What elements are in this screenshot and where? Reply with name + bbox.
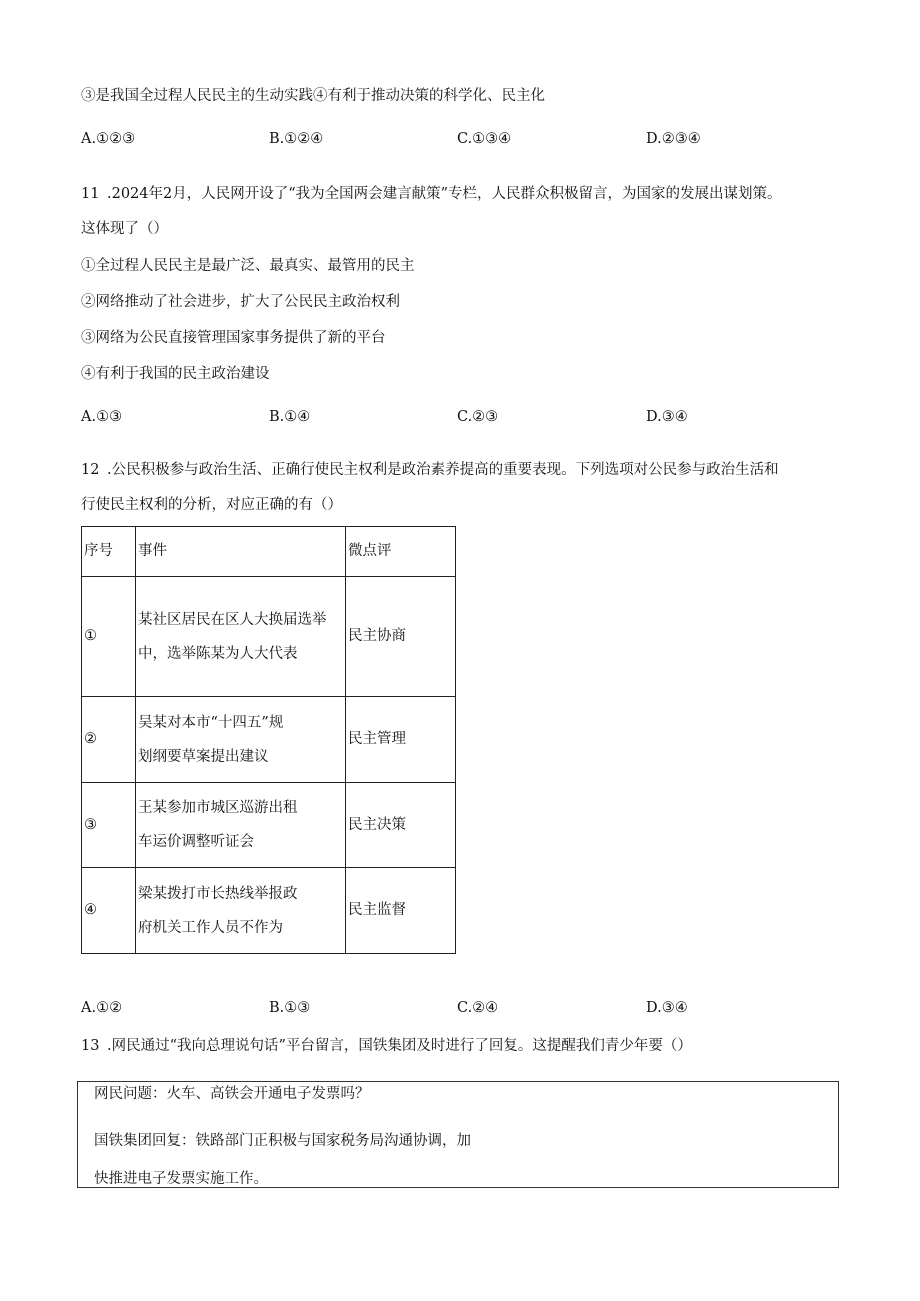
q12-option-c: C.②④: [457, 1000, 499, 1016]
q10-option-a: A.①②③: [81, 131, 136, 147]
row-no: ②: [82, 697, 136, 783]
row-comment: 民主协商: [346, 577, 456, 697]
q13-box-line3: 快推进电子发票实施工作。: [94, 1171, 268, 1187]
q10-option-c: C.①③④: [457, 131, 512, 147]
row-event-l2: 府机关工作人员不作为: [138, 919, 283, 936]
row-event: [136, 868, 346, 954]
q11-number: 11: [81, 186, 100, 202]
row-comment: 民主监督: [346, 868, 456, 954]
q11-option-d: D.③④: [646, 409, 688, 425]
q13-material-box: [77, 1081, 839, 1188]
q11-stem-text: .2024年2月，人民网开设了“我为全国两会建言献策”专栏，人民群众积极留言，为国家的发展出谋划策。: [107, 186, 782, 202]
q12-number: 12: [81, 462, 100, 478]
q13-number: 13: [81, 1038, 100, 1054]
q12-stem-line1: [81, 460, 779, 480]
table-row: [82, 697, 456, 783]
q13-box-line2: 国铁集团回复：铁路部门正积极与国家税务局沟通协调，加: [94, 1133, 471, 1149]
q12-option-a: A.①②: [81, 1000, 123, 1016]
q11-option-c: C.②③: [457, 409, 499, 425]
row-event-l2: 车运价调整听证会: [138, 834, 254, 850]
q10-option-b: B.①②④: [269, 131, 324, 147]
row-comment: 民主管理: [346, 697, 456, 783]
q11-option-a: A.①③: [81, 409, 123, 425]
q11-statement-2: ②网络推动了社会进步，扩大了公民民主政治权利: [81, 294, 400, 310]
q11-statement-4: ④有利于我国的民主政治建设: [81, 366, 270, 382]
row-event-l1: 梁某拨打市长热线举报政: [138, 885, 298, 902]
row-event: [136, 783, 346, 868]
row-event-l1: 王某参加市城区巡游出租: [138, 800, 298, 816]
q11-stem-line2: 这体现了（）: [81, 221, 168, 237]
row-event: [136, 577, 346, 697]
row-no: ③: [82, 783, 136, 868]
row-event-l1: 某社区居民在区人大换届选举: [138, 611, 327, 628]
q13-stem-text: .网民通过“我向总理说句话”平台留言，国铁集团及时进行了回复。这提醒我们青少年要（）: [107, 1038, 692, 1054]
q12-option-d: D.③④: [646, 1000, 688, 1016]
q10-option-d: D.②③④: [646, 131, 701, 147]
row-no: ①: [82, 577, 136, 697]
q11-option-b: B.①④: [269, 409, 311, 425]
row-event-l2: 划纲要草案提出建议: [138, 748, 269, 765]
row-event: [136, 697, 346, 783]
table-row: [82, 577, 456, 697]
row-no: ④: [82, 868, 136, 954]
q11-statement-1: ①全过程人民民主是最广泛、最真实、最管用的民主: [81, 258, 415, 274]
q11-statement-3: ③网络为公民直接管理国家事务提供了新的平台: [81, 330, 386, 346]
q12-option-b: B.①③: [269, 1000, 311, 1016]
q12-table: [81, 526, 456, 954]
row-event-l2: 中，选举陈某为人大代表: [138, 645, 298, 662]
header-event: 事件: [136, 527, 346, 577]
header-comment: 微点评: [346, 527, 456, 577]
q11-stem-line1: [81, 184, 782, 204]
q13-box-line1: 网民问题：火车、高铁会开通电子发票吗？: [94, 1086, 370, 1102]
table-row: [82, 868, 456, 954]
q13-stem: [81, 1036, 692, 1056]
table-header-row: [82, 527, 456, 577]
row-comment: 民主决策: [346, 783, 456, 868]
q12-stem-line2: 行使民主权利的分析，对应正确的有（）: [81, 497, 342, 513]
q10-statement-line: ③是我国全过程人民民主的生动实践④有利于推动决策的科学化、民主化: [81, 88, 545, 104]
table-row: [82, 783, 456, 868]
header-no: 序号: [82, 527, 136, 577]
q12-stem-text: .公民积极参与政治生活、正确行使民主权利是政治素养提高的重要表现。下列选项对公民参与政治生活和: [107, 462, 779, 478]
row-event-l1: 吴某对本市“十四五”规: [138, 714, 284, 731]
